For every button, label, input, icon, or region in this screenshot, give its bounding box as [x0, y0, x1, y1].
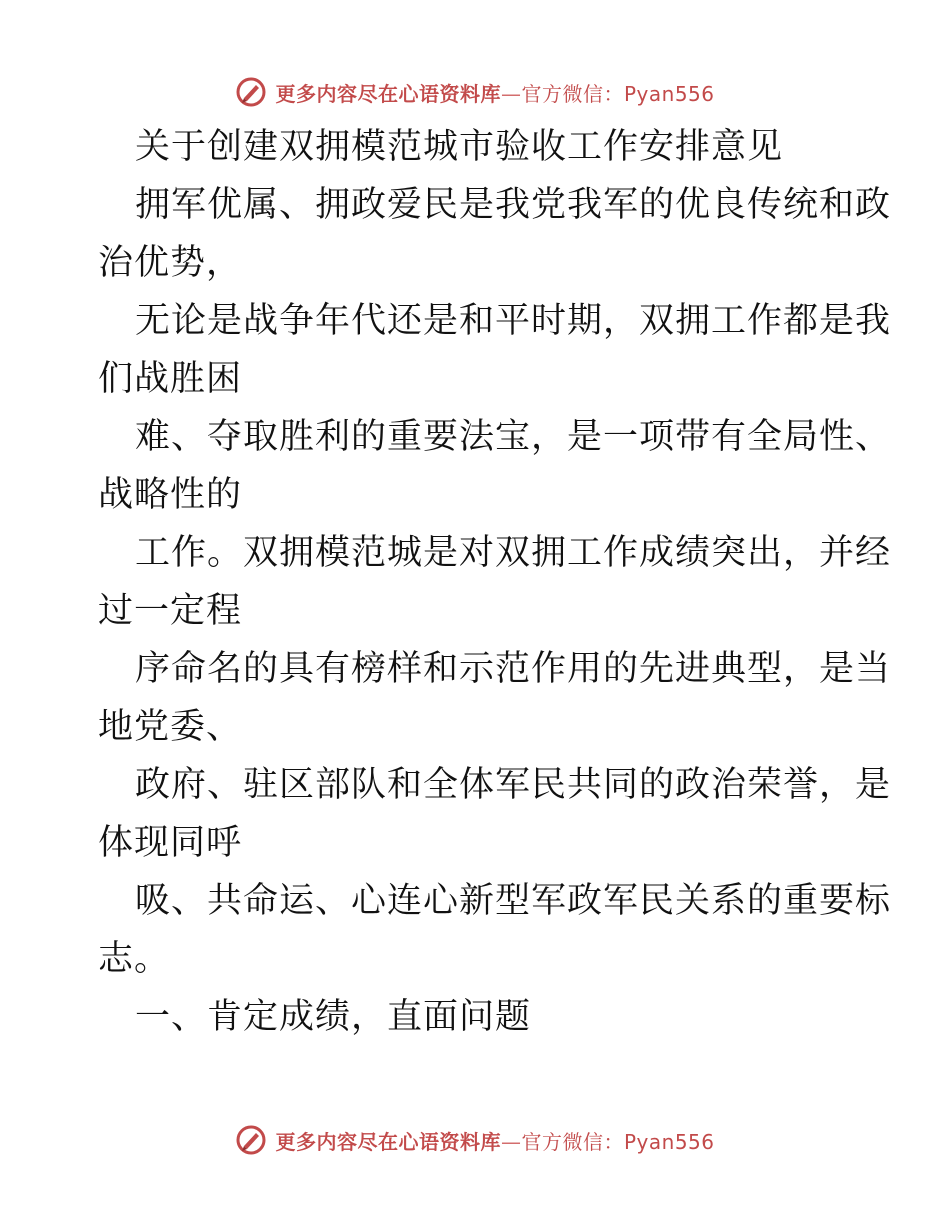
paragraph-line: 志。	[98, 939, 171, 979]
paragraph-line: 工作。双拥模范城是对双拥工作成绩突出，并经	[135, 533, 892, 573]
document-body	[98, 118, 892, 1046]
banner-wechat-label: 官方微信：	[521, 1129, 624, 1154]
banner-separator: —	[500, 81, 522, 106]
paragraph-line: 难、夺取胜利的重要法宝，是一项带有全局性、	[135, 417, 892, 457]
paragraph-line: 战略性的	[98, 475, 243, 515]
banner-wechat-id: Pyan556	[623, 1129, 715, 1154]
footer-banner	[0, 1120, 950, 1160]
paragraph-line: 体现同呼	[98, 823, 243, 863]
paragraph-line: 们战胜困	[98, 359, 243, 399]
banner-wechat-label: 官方微信：	[521, 81, 624, 106]
brush-pen-logo-icon	[235, 76, 267, 108]
paragraph-line: 治优势，	[98, 243, 243, 283]
paragraph-line: 吸、共命运、心连心新型军政军民关系的重要标	[135, 881, 892, 921]
banner-main-text: 更多内容尽在心语资料库	[275, 1129, 501, 1154]
banner-wechat-id: Pyan556	[623, 81, 715, 106]
paragraph-line: 无论是战争年代还是和平时期，双拥工作都是我	[135, 301, 892, 341]
header-banner	[0, 72, 950, 112]
brush-pen-logo-icon	[235, 1124, 267, 1156]
banner-separator: —	[500, 1129, 522, 1154]
paragraph-line: 序命名的具有榜样和示范作用的先进典型，是当	[135, 649, 892, 689]
paragraph-line: 拥军优属、拥政爱民是我党我军的优良传统和政	[135, 185, 892, 225]
paragraph-line: 地党委、	[98, 707, 243, 747]
banner-main-text: 更多内容尽在心语资料库	[275, 81, 501, 106]
paragraph-line: 过一定程	[98, 591, 243, 631]
paragraph-line: 政府、驻区部队和全体军民共同的政治荣誉，是	[135, 765, 892, 805]
document-title: 关于创建双拥模范城市验收工作安排意见	[135, 127, 784, 167]
paragraph-line: 一、肯定成绩，直面问题	[135, 997, 532, 1037]
